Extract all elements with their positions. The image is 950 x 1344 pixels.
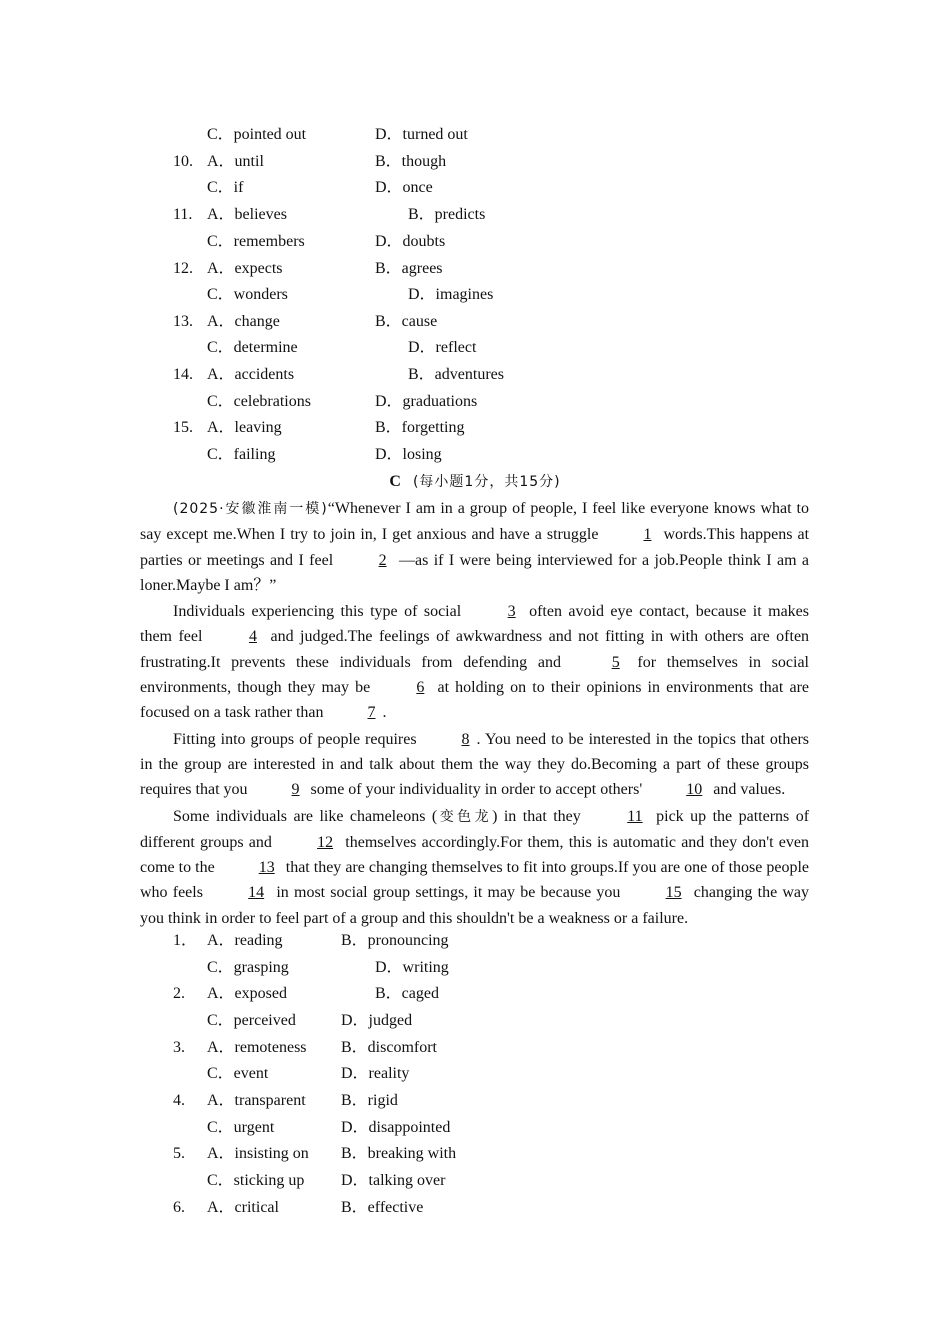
- blank: 13: [258, 859, 275, 877]
- question-number: 6.: [173, 1199, 185, 1216]
- option-d: D．losing: [375, 446, 442, 463]
- option-d: D．reality: [341, 1065, 410, 1082]
- option-c: C．grasping: [207, 959, 289, 976]
- option-c: C．sticking up: [207, 1172, 305, 1189]
- option-d: D．doubts: [375, 233, 446, 250]
- option-c: C．wonders: [207, 286, 288, 303]
- blank: 7: [367, 704, 376, 722]
- option-a: A．expects: [207, 260, 283, 277]
- question-number: 2.: [173, 985, 185, 1002]
- blank: 12: [317, 833, 334, 851]
- option-b: B．adventures: [408, 366, 504, 383]
- blank: 3: [507, 603, 516, 621]
- option-d: D．writing: [375, 959, 449, 976]
- blank: 9: [291, 781, 300, 799]
- question-number: 15.: [173, 419, 193, 436]
- blank: 15: [665, 884, 682, 902]
- passage-paragraph-2: Individuals experiencing this type of social 3 often avoid eye contact, because it makes them feel 4 and judged.The feelings of awkwardness and not fitting in with others are often frustrating.It prevents these individuals from defending and 5 for themselves in social environments, though they may be 6 at holding on to their opinions in environments that are focused on a task rather than 7 .: [140, 599, 809, 725]
- option-c: C．event: [207, 1065, 269, 1082]
- question-number: 3.: [173, 1039, 185, 1056]
- option-a: A．accidents: [207, 366, 295, 383]
- option-d: D．talking over: [341, 1172, 446, 1189]
- passage-source: (2025·安徽淮南一模): [173, 501, 328, 517]
- option-a: A．leaving: [207, 419, 282, 436]
- option-b: B．cause: [375, 313, 438, 330]
- option-c: C．if: [207, 179, 244, 196]
- option-b: B．discomfort: [341, 1039, 437, 1056]
- option-b: B．though: [375, 153, 447, 170]
- blank: 4: [248, 628, 257, 646]
- passage-paragraph-3: Fitting into groups of people requires 8 . You need to be interested in the topics that others in the group are interested in and talk about them the way they do.Becoming a part of these groups requires that you 9 some of your individuality in order to accept others' 10 and values.: [140, 727, 809, 803]
- option-b: B．effective: [341, 1199, 424, 1216]
- question-number: 11.: [173, 206, 193, 223]
- question-number: 14.: [173, 366, 193, 383]
- option-b: B．breaking with: [341, 1145, 457, 1162]
- blank: 11: [627, 807, 643, 825]
- passage: [140, 496, 809, 932]
- blank: 6: [416, 679, 425, 697]
- question-number: 13.: [173, 313, 193, 330]
- option-b: B．agrees: [375, 260, 443, 277]
- option-a: A．believes: [207, 206, 287, 223]
- section-letter: C: [389, 473, 401, 490]
- passage-paragraph-1: (2025·安徽淮南一模)“Whenever I am in a group of people, I feel like everyone knows what to say except me.When I try to join in, I get anxious and have a struggle 1 words.This happens at parties or meetings and I feel 2 —as if I were being interviewed for a job.People think I am a loner.Maybe I am？”: [140, 500, 810, 594]
- question-number: 4.: [173, 1092, 185, 1109]
- option-d: D．imagines: [408, 286, 494, 303]
- option-a: A．reading: [207, 932, 283, 949]
- section-heading: [0, 472, 950, 492]
- option-a: A．until: [207, 153, 264, 170]
- option-a: A．critical: [207, 1199, 279, 1216]
- option-c: C．celebrations: [207, 393, 311, 410]
- blank: 1: [643, 526, 652, 544]
- question-number: 10.: [173, 153, 193, 170]
- section-scoring-note: (每小题1分，共15分): [412, 474, 561, 490]
- option-c: C．pointed out: [207, 126, 307, 143]
- blank: 10: [686, 781, 703, 799]
- question-number: 1．: [173, 932, 198, 949]
- option-a: A．exposed: [207, 985, 287, 1002]
- option-a: A．insisting on: [207, 1145, 309, 1162]
- option-b: B．pronouncing: [341, 932, 449, 949]
- option-d: D．graduations: [375, 393, 478, 410]
- option-d: D．judged: [341, 1012, 413, 1029]
- option-b: B．forgetting: [375, 419, 465, 436]
- passage-paragraph-4: Some individuals are like chameleons (变色龙) in that they 11 pick up the patterns of different groups and 12 themselves accordingly.For them, this is automatic and they don't even come to the 13 that they are changing themselves to fit into groups.If you are one of those people who feels 14 in most social group settings, it may be because you 15 changing the way you think in order to feel part of a group and this shouldn't be a weakness or a failure.: [140, 804, 809, 931]
- option-d: D．once: [375, 179, 433, 196]
- option-a: A．remoteness: [207, 1039, 307, 1056]
- option-b: B．predicts: [408, 206, 486, 223]
- option-a: A．change: [207, 313, 280, 330]
- option-d: D．disappointed: [341, 1119, 451, 1136]
- option-d: D．reflect: [408, 339, 477, 356]
- option-b: B．caged: [375, 985, 439, 1002]
- option-c: C．perceived: [207, 1012, 296, 1029]
- option-d: D．turned out: [375, 126, 468, 143]
- option-c: C．remembers: [207, 233, 305, 250]
- blank: 2: [378, 551, 387, 569]
- option-c: C．determine: [207, 339, 298, 356]
- blank: 8: [461, 730, 470, 748]
- option-c: C．failing: [207, 446, 276, 463]
- blank: 14: [248, 884, 265, 902]
- option-b: B．rigid: [341, 1092, 398, 1109]
- question-number: 12.: [173, 260, 193, 277]
- blank: 5: [611, 653, 620, 671]
- question-number: 5.: [173, 1145, 185, 1162]
- option-c: C．urgent: [207, 1119, 275, 1136]
- option-a: A．transparent: [207, 1092, 306, 1109]
